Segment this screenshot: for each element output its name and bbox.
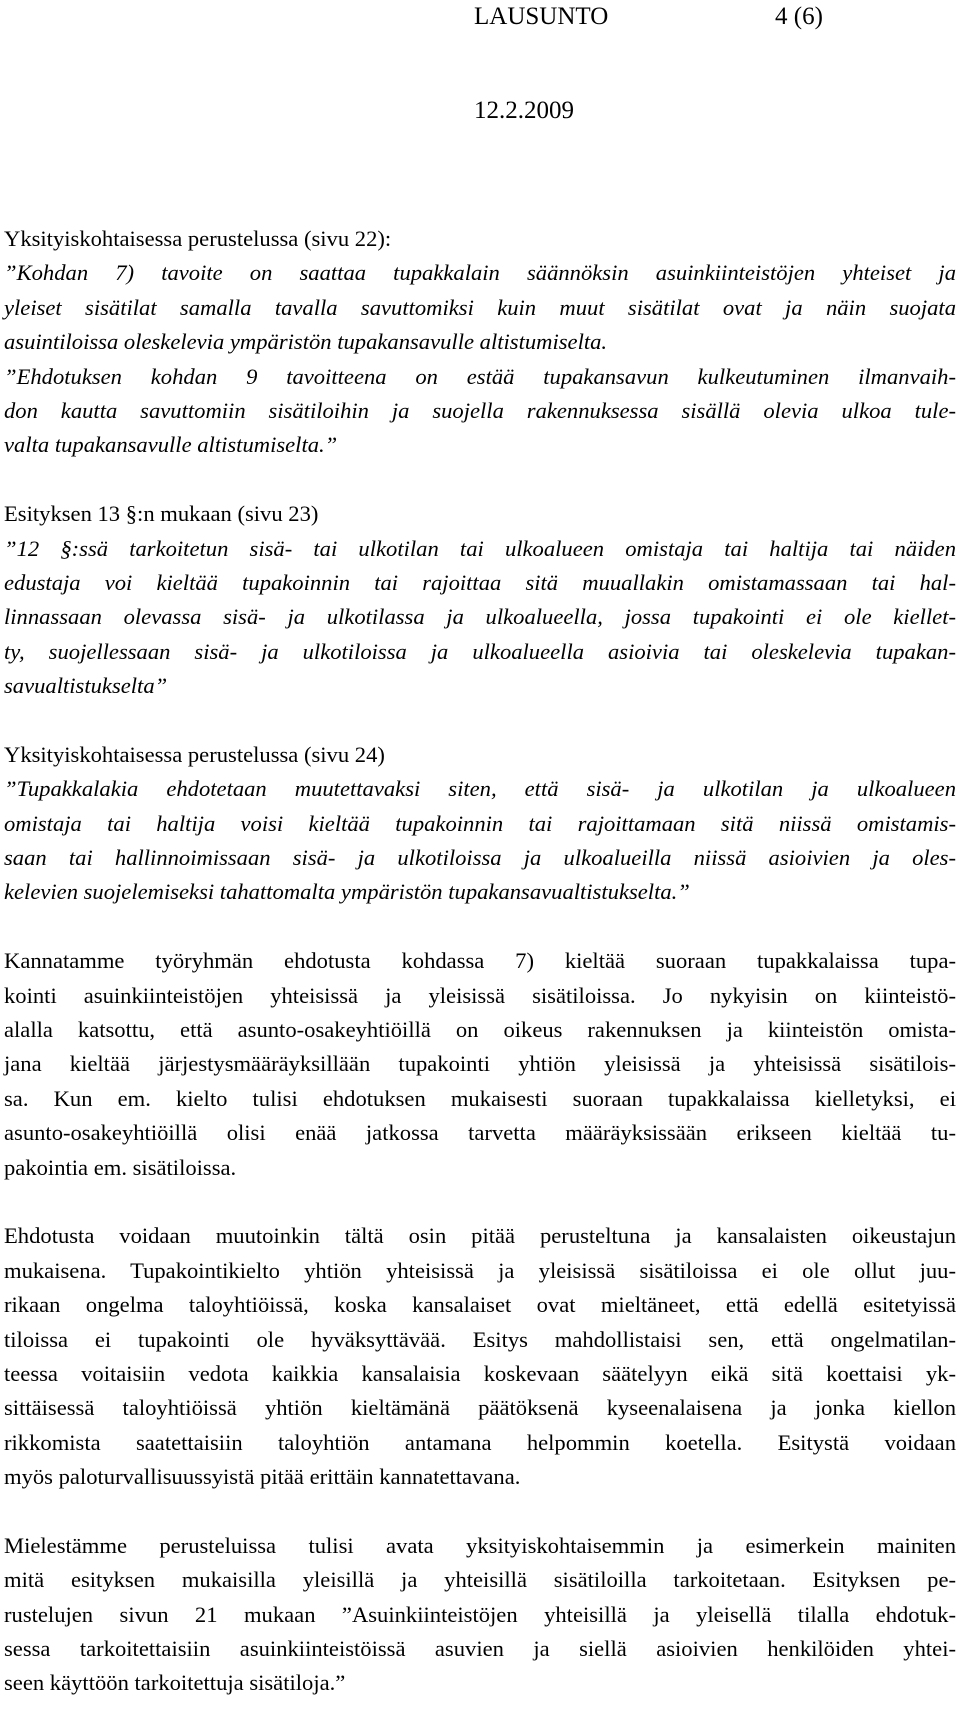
text-line: sittäisessä taloyhtiöissä yhtiön kieltämänä päätöksenä kyseenalaisena ja jonka kiellon bbox=[4, 1395, 956, 1421]
text-line: pakointia em. sisätiloissa. bbox=[4, 1154, 237, 1180]
text-line: yleiset sisätilat samalla tavalla savuttomiksi kuin muut sisätilat ovat ja näin suojata bbox=[4, 294, 956, 320]
text-line: kointi asuinkiinteistöjen yhteisissä ja yleisissä sisätiloissa. Jo nykyisin on kiinteistö- bbox=[4, 982, 956, 1008]
text-line: mukaisena. Tupakointikielto yhtiön yhteisissä ja yleisissä sisätiloissa ei ole ollut juu- bbox=[4, 1257, 956, 1283]
text-line: don kautta savuttomiin sisätiloihin ja suojella rakennuksessa sisällä olevia ulkoa tule- bbox=[4, 397, 956, 423]
text-line: teessa voitaisiin vedota kaikkia kansalaisia koskevaan säätelyyn eikä sitä koettaisi yk- bbox=[4, 1360, 956, 1386]
text-line: ”Ehdotuksen kohdan 9 tavoitteena on estää tupakansavun kulkeutuminen ilmanvaih- bbox=[4, 363, 956, 389]
text-line: ty, suojellessaan sisä- ja ulkotiloissa ja ulkoalueella asioivia tai oleskelevia tupakan- bbox=[4, 638, 956, 664]
text-line: kelevien suojelemiseksi tahattomalta ympäristön tupakansavualtistukselta.” bbox=[4, 879, 690, 905]
paragraph bbox=[4, 738, 956, 910]
text-line: rustelujen sivun 21 mukaan ”Asuinkiinteistöjen yhteisillä ja yleisellä tilalla ehdotuk- bbox=[4, 1601, 956, 1627]
text-line: jana kieltää järjestysmääräyksillään tupakointi yhtiön yleisissä ja yhteisissä sisätilois- bbox=[4, 1051, 956, 1077]
text-line: ”Tupakkalakia ehdotetaan muutettavaksi siten, että sisä- ja ulkotilan ja ulkoalueen bbox=[4, 776, 956, 802]
text-line: omistaja tai haltija voisi kieltää tupakoinnin tai rajoittamaan sitä niissä omistamis- bbox=[4, 810, 956, 836]
paragraph-gap bbox=[4, 1494, 956, 1528]
paragraph bbox=[4, 1529, 956, 1701]
text-line: ”Kohdan 7) tavoite on saattaa tupakkalain säännöksin asuinkiinteistöjen yhteiset ja bbox=[4, 260, 956, 286]
text-line: Yksityiskohtaisessa perustelussa (sivu 24) bbox=[4, 741, 385, 767]
paragraph-gap bbox=[4, 463, 956, 497]
paragraph-gap bbox=[4, 703, 956, 737]
text-line: edustaja voi kieltää tupakoinnin tai rajoittaa sitä muuallakin omistamassaan tai hal- bbox=[4, 569, 956, 595]
page-number: 4 (6) bbox=[775, 3, 823, 30]
paragraph bbox=[4, 497, 956, 703]
document-title: LAUSUNTO bbox=[474, 3, 609, 30]
text-line: saan tai hallinnoimissaan sisä- ja ulkotiloissa ja ulkoalueilla niissä asioivien ja oles- bbox=[4, 845, 956, 871]
text-line: rikkomista saatettaisiin taloyhtiön antamana helpommin koetella. Esitystä voidaan bbox=[4, 1429, 956, 1455]
text-line: tiloissa ei tupakointi ole hyväksyttävää. Esitys mahdollistaisi sen, että ongelmatilan- bbox=[4, 1326, 956, 1352]
text-line: alalla katsottu, että asunto-osakeyhtiöillä on oikeus rakennuksen ja kiinteistön omista- bbox=[4, 1016, 956, 1042]
text-line: Ehdotusta voidaan muutoinkin tältä osin pitää perusteltuna ja kansalaisten oikeustajun bbox=[4, 1223, 956, 1249]
text-line: valta tupakansavulle altistumiselta.” bbox=[4, 432, 338, 458]
text-line: asunto-osakeyhtiöillä olisi enää jatkossa tarvetta määräyksissään erikseen kieltää tu- bbox=[4, 1120, 956, 1146]
paragraph bbox=[4, 1219, 956, 1494]
text-line: Kannatamme työryhmän ehdotusta kohdassa 7) kieltää suoraan tupakkalaissa tupa- bbox=[4, 948, 956, 974]
text-line: ”12 §:ssä tarkoitetun sisä- tai ulkotilan tai ulkoalueen omistaja tai haltija tai näiden bbox=[4, 535, 956, 561]
text-line: Esityksen 13 §:n mukaan (sivu 23) bbox=[4, 501, 319, 527]
text-line: seen käyttöön tarkoitettuja sisätiloja.” bbox=[4, 1670, 346, 1696]
paragraph bbox=[4, 944, 956, 1185]
text-line: Mielestämme perusteluissa tulisi avata yksityiskohtaisemmin ja esimerkein mainiten bbox=[4, 1532, 956, 1558]
document-date: 12.2.2009 bbox=[474, 97, 574, 124]
text-line: mitä esityksen mukaisilla yleisillä ja yhteisillä sisätiloilla tarkoitetaan. Esityksen pe- bbox=[4, 1567, 956, 1593]
text-line: asuintiloissa oleskelevia ympäristön tupakansavulle altistumiselta. bbox=[4, 329, 608, 355]
text-line: sessa tarkoitettaisiin asuinkiinteistöissä asuvien ja siellä asioivien henkilöiden yhtei- bbox=[4, 1636, 956, 1662]
text-line: linnassaan olevassa sisä- ja ulkotilassa ja ulkoalueella, jossa tupakointi ei ole kiellet- bbox=[4, 604, 956, 630]
text-line: rikaan ongelma taloyhtiöissä, koska kansalaiset ovat mieltäneet, että edellä esitetyissä bbox=[4, 1292, 956, 1318]
text-line: Yksityiskohtaisessa perustelussa (sivu 22): bbox=[4, 226, 392, 251]
paragraph-gap bbox=[4, 1185, 956, 1219]
text-line: savualtistukselta” bbox=[4, 673, 168, 699]
document-body bbox=[4, 222, 956, 1701]
paragraph-gap bbox=[4, 910, 956, 944]
text-line: myös paloturvallisuussyistä pitää erittäin kannatettavana. bbox=[4, 1464, 521, 1490]
text-line: sa. Kun em. kielto tulisi ehdotuksen mukaisesti suoraan tupakkalaissa kielletyksi, ei bbox=[4, 1085, 956, 1111]
paragraph bbox=[4, 222, 956, 463]
